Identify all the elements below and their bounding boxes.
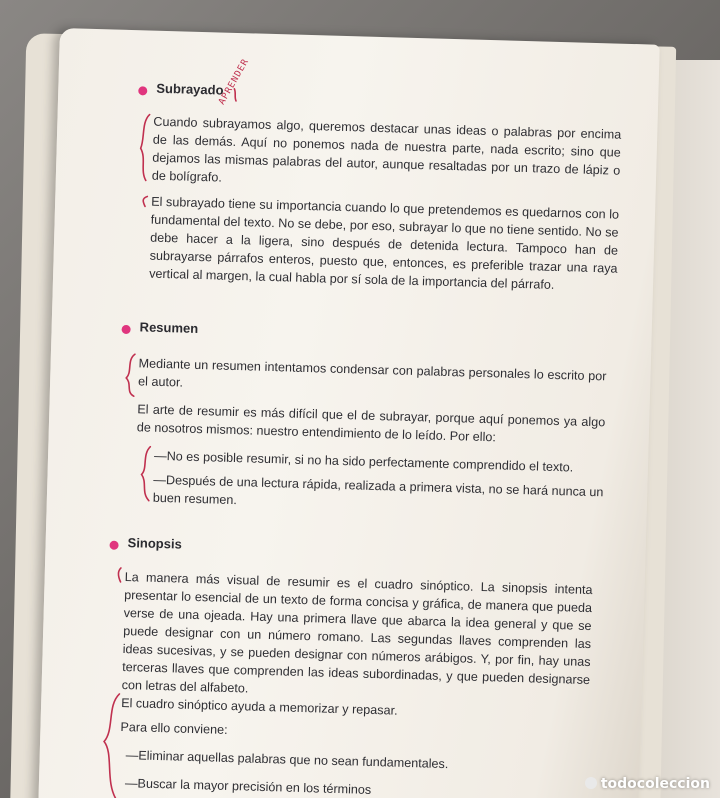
subrayado-paragraph-1: Cuando subrayamos algo, queremos destacar unas ideas o palabras por encima de las demás. Aquí no ponemos nada de nuestra parte, nada escrito; sino que dejamos las mismas palabras del autor, aunque resaltadas por un trazo de lápiz o de bolígrafo. [151, 114, 622, 185]
red-brace-mark [126, 354, 135, 396]
resumen-paragraph-2: El arte de resumir es más difícil que el de subrayar, porque aquí ponemos ya algo de nosotros mismos: nuestro entendimiento de lo leído. Por ello: [136, 402, 606, 445]
handwritten-note: APRENDER [217, 57, 252, 107]
sinopsis-paragraph-3: Para ello conviene: [120, 719, 228, 737]
section-title-resumen: Resumen [139, 319, 199, 336]
watermark-text: todocoleccion [600, 776, 710, 792]
sinopsis-list-item: —Buscar la mayor precisión en los términos [124, 776, 372, 797]
red-brace-mark [141, 446, 151, 500]
section-title-sinopsis: Sinopsis [127, 535, 183, 552]
red-tick-mark [143, 196, 147, 206]
book-page [38, 28, 660, 798]
resumen-paragraph-1: Mediante un resumen intentamos condensar con palabras personales lo escrito por el autor. [137, 356, 607, 390]
sinopsis-list-item: —Eliminar aquellas palabras que no sean fundamentales. [125, 748, 449, 772]
red-tick-mark [234, 89, 236, 101]
red-brace-mark [102, 694, 119, 798]
resumen-list-item: —No es posible resumir, si no ha sido perfectamente comprendido el texto. [153, 448, 574, 475]
handwritten-brace-marks [38, 28, 660, 798]
watermark-logo-icon [585, 777, 597, 789]
sinopsis-paragraph-2: El cuadro sinóptico ayuda a memorizar y repasar. [120, 695, 398, 718]
section-title-subrayado: Subrayado [156, 80, 224, 98]
watermark [585, 776, 710, 792]
resumen-list-item: —Después de una lectura rápida, realizada a primera vista, no se hará nunca un buen resumen. [152, 472, 604, 508]
sinopsis-paragraph-1: La manera más visual de resumir es el cuadro sinóptico. La sinopsis intenta presentar lo esencial de un texto de forma concisa y gráfica, de manera que pueda verse de una ojeada. Hay una primera llave que abarca la idea general y que se puede designar con un número romano. Las segundas llaves comprenden las ideas sucesivas, y se pueden designar con números arábigos. Y, por fin, hay unas terceras llaves que comprenden las ideas subordinadas, y que pueden designarse con letras del alfabeto. [121, 570, 593, 696]
red-tick-mark [118, 568, 121, 582]
subrayado-paragraph-2: El subrayado tiene su importancia cuando lo que pretendemos es quedarnos con lo fundamental del texto. No se debe, por eso, subrayar lo que no tiene sentido. No se debe hacer a la ligera, sino después de detenida lectura. Tampoco han de subrayarse párrafos enteros, puesto que, entonces, es preferible trazar una raya vertical al margen, la cual habla por sí sola de la importancia del párrafo. [148, 194, 620, 292]
red-brace-mark [140, 114, 150, 180]
